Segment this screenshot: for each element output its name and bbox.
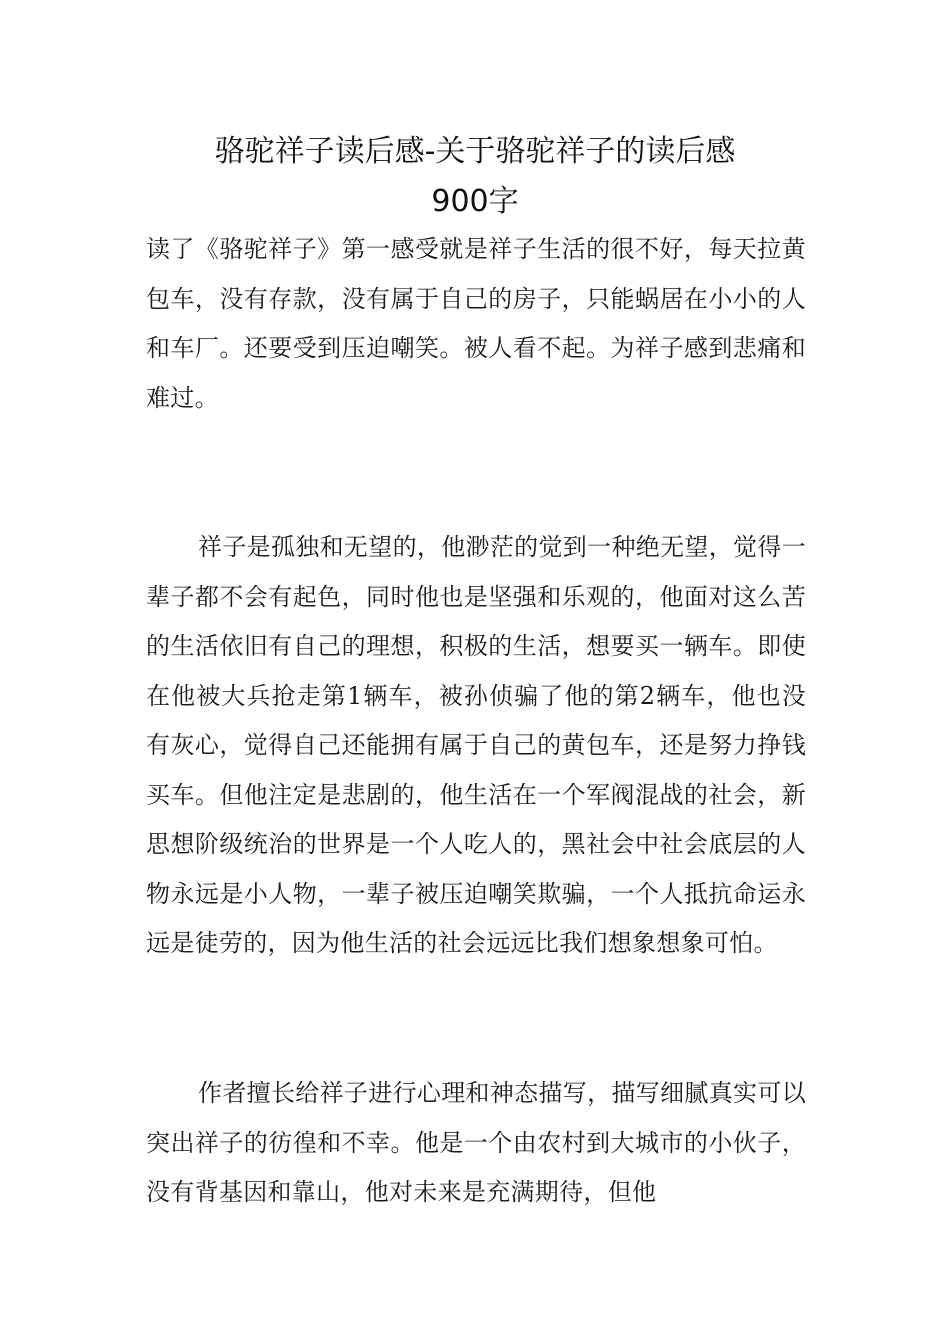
paragraph-3: 作者擅长给祥子进行心理和神态描写，描写细腻真实可以突出祥子的彷徨和不幸。他是一个由农村到大城市的小伙子，没有背基因和靠山，他对未来是充满期待，但他 — [146, 1079, 806, 1206]
paragraph-2: 祥子是孤独和无望的，他渺茫的觉到一种绝无望，觉得一辈子都不会有起色，同时他也是坚强和乐观的，他面对这么苦的生活依旧有自己的理想，积极的生活，想要买一辆车。即使在他被大兵抢走第1辆车，被孙侦骗了他的第2辆车，他也没有灰心，觉得自己还能拥有属于自己的黄包车，还是努力挣钱买车。但他注定是悲剧的，他生活在一个军阀混战的社会，新思想阶级统治的世界是一个人吃人的，黑社会中社会底层的人物永远是小人物，一辈子被压迫嘲笑欺骗，一个人抵抗命运永远是徒劳的，因为他生活的社会远远比我们想象想象可怕。 — [146, 533, 806, 957]
document-title-subline: 900字 — [431, 184, 519, 219]
paragraph-1: 读了《骆驼祥子》第一感受就是祥子生活的很不好，每天拉黄包车，没有存款，没有属于自己的房子，只能蜗居在小小的人和车厂。还要受到压迫嘲笑。被人看不起。为祥子感到悲痛和难过。 — [146, 235, 806, 412]
document-title: 骆驼祥子读后感-关于骆驼祥子的读后感 — [214, 134, 736, 169]
